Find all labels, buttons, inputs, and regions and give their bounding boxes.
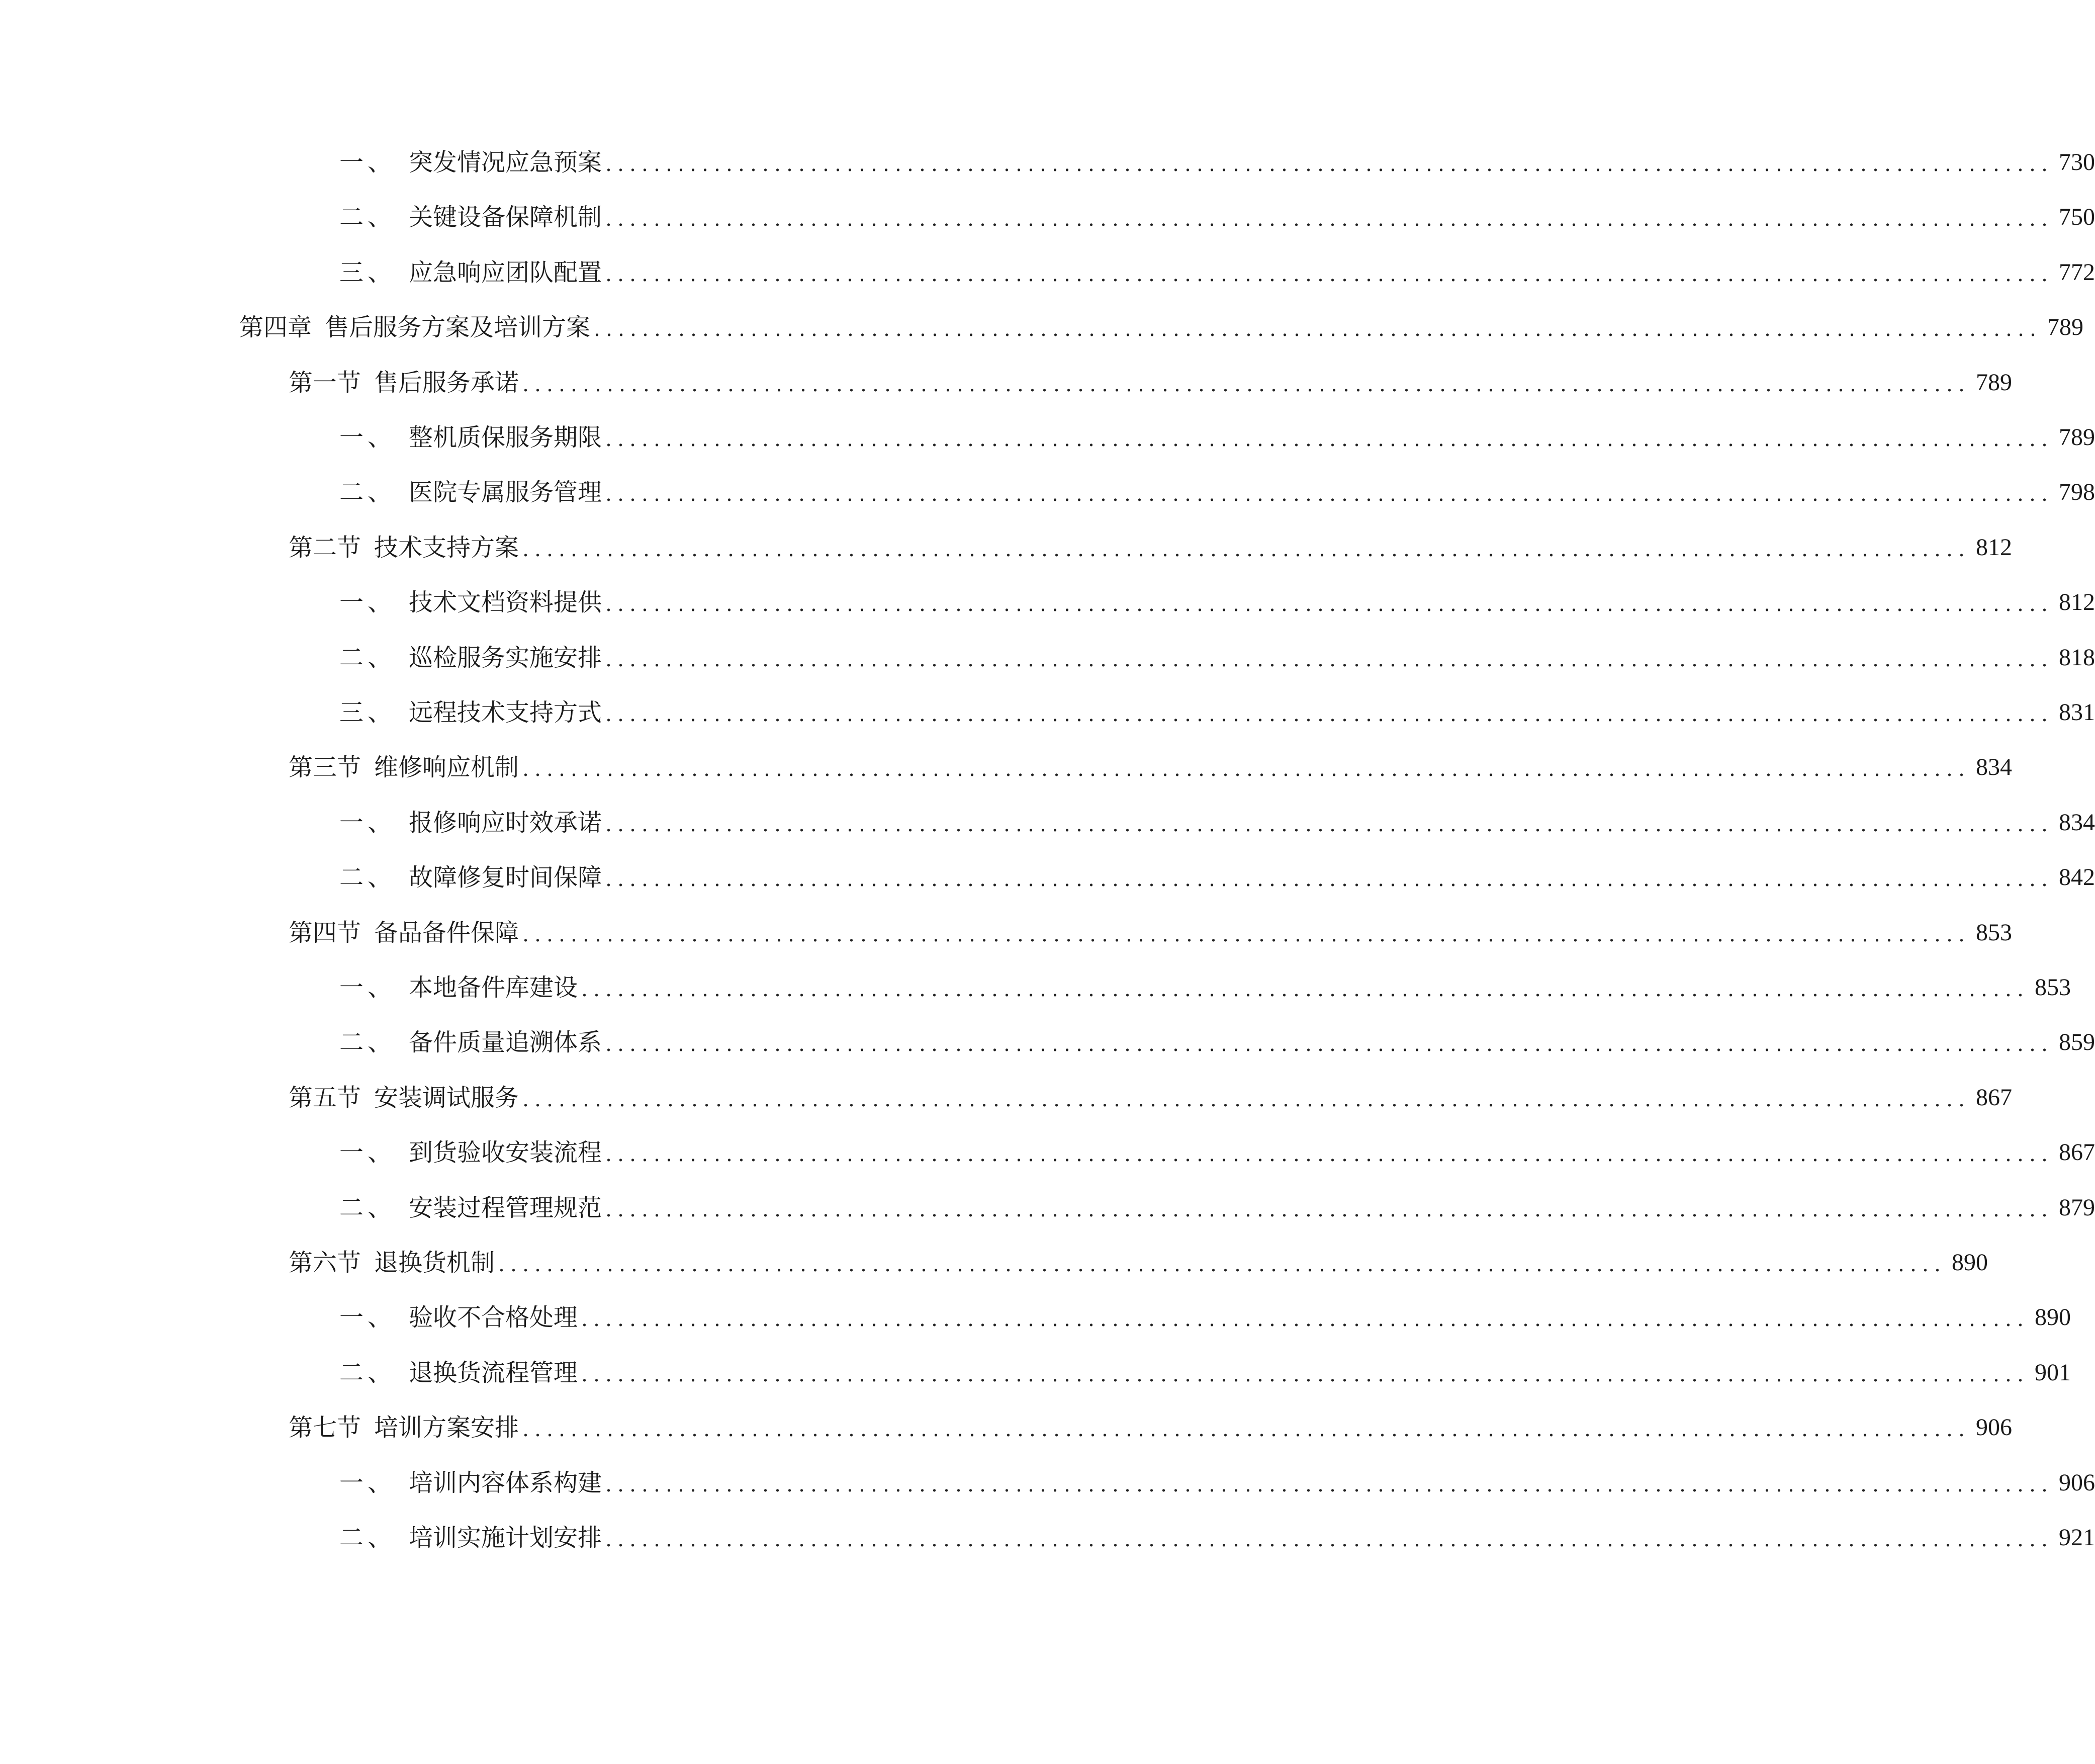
toc-dot-leader: ........................................................................................................................	[523, 1087, 1971, 1111]
toc-entry[interactable]	[289, 365, 2013, 400]
toc-entry-title: 巡检服务实施安排	[409, 644, 602, 672]
toc-entry[interactable]	[289, 1245, 1988, 1280]
toc-entry-title: 退换货机制	[374, 1249, 495, 1277]
toc-entry[interactable]	[339, 1190, 2095, 1225]
toc-entry-label: 一、	[339, 588, 396, 616]
toc-dot-leader: ........................................................................................................................	[606, 1141, 2054, 1166]
toc-entry-title: 远程技术支持方式	[409, 698, 602, 727]
toc-entry[interactable]	[339, 475, 2095, 510]
toc-page-number: 890	[1952, 1249, 1988, 1276]
toc-entry-title: 退换货流程管理	[409, 1359, 578, 1387]
toc-dot-leader: ........................................................................................................................	[594, 316, 2043, 341]
toc-entry-title: 备品备件保障	[374, 919, 519, 947]
toc-entry-label: 二、	[339, 1028, 396, 1056]
toc-dot-leader: ........................................................................................................................	[606, 1031, 2054, 1056]
toc-page-number: 906	[1976, 1414, 2013, 1441]
toc-page-number: 867	[1976, 1084, 2013, 1111]
toc-page-number: 730	[2059, 149, 2095, 175]
toc-entry[interactable]	[289, 915, 2013, 950]
toc-entry-label: 二、	[339, 863, 396, 892]
toc-page-number: 853	[1976, 919, 2013, 946]
toc-dot-leader: ........................................................................................................................	[523, 922, 1971, 946]
toc-dot-leader: ........................................................................................................................	[606, 206, 2054, 231]
toc-entry[interactable]	[289, 1410, 2013, 1445]
toc-entry[interactable]	[339, 145, 2095, 180]
toc-entry-title: 安装调试服务	[374, 1084, 519, 1112]
toc-dot-leader: ........................................................................................................................	[606, 1527, 2054, 1551]
toc-page-number: 812	[1976, 534, 2013, 561]
toc-entry-title: 本地备件库建设	[409, 974, 578, 1002]
toc-entry-label: 二、	[339, 1194, 396, 1222]
toc-dot-leader: ........................................................................................................................	[523, 756, 1971, 781]
toc-entry-title: 安装过程管理规范	[409, 1194, 602, 1222]
toc-entry-title: 培训实施计划安排	[409, 1524, 602, 1552]
toc-page-number: 831	[2059, 699, 2095, 726]
toc-entry-title: 突发情况应急预案	[409, 148, 602, 177]
toc-entry[interactable]	[289, 750, 2013, 785]
toc-page-number: 842	[2059, 864, 2095, 891]
toc-entry[interactable]	[339, 640, 2095, 675]
toc-page-number: 789	[2059, 424, 2095, 451]
toc-entry-label: 一、	[339, 1303, 396, 1332]
toc-page-number: 906	[2059, 1469, 2095, 1496]
toc-dot-leader: ........................................................................................................................	[606, 426, 2054, 451]
toc-dot-leader: ........................................................................................................................	[606, 481, 2054, 506]
toc-page-number: 789	[1976, 369, 2013, 396]
toc-entry[interactable]	[339, 1135, 2095, 1170]
toc-page-number: 772	[2059, 259, 2095, 286]
toc-entry-title: 技术支持方案	[374, 534, 519, 562]
toc-entry[interactable]	[239, 310, 2084, 345]
toc-entry-title: 技术文档资料提供	[409, 588, 602, 616]
toc-entry[interactable]	[339, 1025, 2095, 1060]
toc-entry-title: 备件质量追溯体系	[409, 1028, 602, 1056]
toc-entry[interactable]	[339, 420, 2095, 455]
toc-entry-title: 报修响应时效承诺	[409, 809, 602, 837]
toc-dot-leader: ........................................................................................................................	[606, 261, 2054, 286]
toc-page-number: 834	[2059, 809, 2095, 836]
toc-dot-leader: ........................................................................................................................	[606, 1472, 2054, 1496]
toc-page-number: 921	[2059, 1524, 2095, 1551]
toc-entry[interactable]	[339, 805, 2095, 840]
toc-entry-label: 第三节	[289, 753, 361, 781]
toc-entry-label: 二、	[339, 478, 396, 506]
toc-entry[interactable]	[339, 860, 2095, 895]
toc-dot-leader: ........................................................................................................................	[523, 537, 1971, 561]
toc-entry-label: 二、	[339, 1359, 396, 1387]
toc-page-number: 750	[2059, 204, 2095, 230]
toc-entry-label: 一、	[339, 423, 396, 452]
toc-page-number: 853	[2035, 974, 2071, 1001]
toc-entry[interactable]	[339, 1355, 2071, 1390]
toc-page-number: 789	[2047, 314, 2084, 340]
toc-entry-label: 一、	[339, 974, 396, 1002]
toc-entry-label: 第六节	[289, 1249, 361, 1277]
toc-page-number: 867	[2059, 1139, 2095, 1166]
toc-dot-leader: ........................................................................................................................	[606, 647, 2054, 671]
toc-entry-label: 第二节	[289, 534, 361, 562]
toc-entry-title: 到货验收安装流程	[409, 1138, 602, 1167]
toc-entry-title: 维修响应机制	[374, 753, 519, 781]
toc-dot-leader: ........................................................................................................................	[606, 812, 2054, 836]
toc-entry[interactable]	[339, 255, 2095, 290]
toc-entry-title: 售后服务承诺	[374, 369, 519, 397]
toc-dot-leader: ........................................................................................................................	[499, 1252, 1947, 1276]
toc-entry[interactable]	[339, 200, 2095, 235]
toc-dot-leader: ........................................................................................................................	[523, 372, 1971, 396]
toc-dot-leader: ........................................................................................................................	[523, 1417, 1971, 1441]
toc-entry-label: 第五节	[289, 1084, 361, 1112]
toc-entry-title: 医院专属服务管理	[409, 478, 602, 506]
toc-page-number: 890	[2035, 1304, 2071, 1331]
toc-dot-leader: ........................................................................................................................	[582, 1306, 2030, 1331]
toc-entry-label: 三、	[339, 698, 396, 727]
toc-entry-title: 培训内容体系构建	[409, 1469, 602, 1497]
toc-page-number: 812	[2059, 589, 2095, 615]
toc-entry[interactable]	[339, 1520, 2095, 1555]
toc-entry-label: 二、	[339, 1524, 396, 1552]
toc-page-number: 818	[2059, 644, 2095, 671]
toc-entry-label: 第四章	[239, 313, 312, 341]
toc-entry[interactable]	[339, 1300, 2071, 1335]
toc-dot-leader: ........................................................................................................................	[606, 1197, 2054, 1221]
toc-entry[interactable]	[289, 1080, 2013, 1115]
toc-dot-leader: ........................................................................................................................	[606, 591, 2054, 616]
toc-entry-label: 一、	[339, 809, 396, 837]
toc-entry-label: 第一节	[289, 369, 361, 397]
toc-entry[interactable]	[339, 970, 2071, 1005]
toc-entry-label: 二、	[339, 644, 396, 672]
toc-page-number: 859	[2059, 1029, 2095, 1055]
toc-entry-title: 故障修复时间保障	[409, 863, 602, 892]
toc-entry[interactable]	[339, 1465, 2095, 1501]
toc-entry-title: 售后服务方案及培训方案	[325, 313, 591, 341]
toc-dot-leader: ........................................................................................................................	[606, 151, 2054, 176]
toc-dot-leader: ........................................................................................................................	[582, 977, 2030, 1001]
toc-entry[interactable]	[339, 585, 2095, 620]
toc-entry-label: 三、	[339, 258, 396, 287]
toc-entry-title: 关键设备保障机制	[409, 203, 602, 231]
toc-dot-leader: ........................................................................................................................	[582, 1362, 2030, 1386]
toc-entry[interactable]	[289, 530, 2013, 565]
toc-page-number: 834	[1976, 754, 2013, 780]
toc-dot-leader: ........................................................................................................................	[606, 701, 2054, 726]
toc-entry-label: 一、	[339, 148, 396, 177]
toc-entry-label: 二、	[339, 203, 396, 231]
toc-entry[interactable]	[339, 695, 2095, 730]
toc-entry-title: 培训方案安排	[374, 1414, 519, 1442]
toc-dot-leader: ........................................................................................................................	[606, 866, 2054, 891]
toc-entry-title: 应急响应团队配置	[409, 258, 602, 287]
toc-entry-title: 验收不合格处理	[409, 1303, 578, 1332]
toc-page-number: 901	[2035, 1359, 2071, 1386]
toc-page-number: 798	[2059, 479, 2095, 505]
toc-entry-label: 第七节	[289, 1414, 361, 1442]
toc-entry-label: 一、	[339, 1138, 396, 1167]
toc-entry-label: 第四节	[289, 919, 361, 947]
toc-page-number: 879	[2059, 1194, 2095, 1221]
toc-entry-title: 整机质保服务期限	[409, 423, 602, 452]
toc-entry-label: 一、	[339, 1469, 396, 1497]
